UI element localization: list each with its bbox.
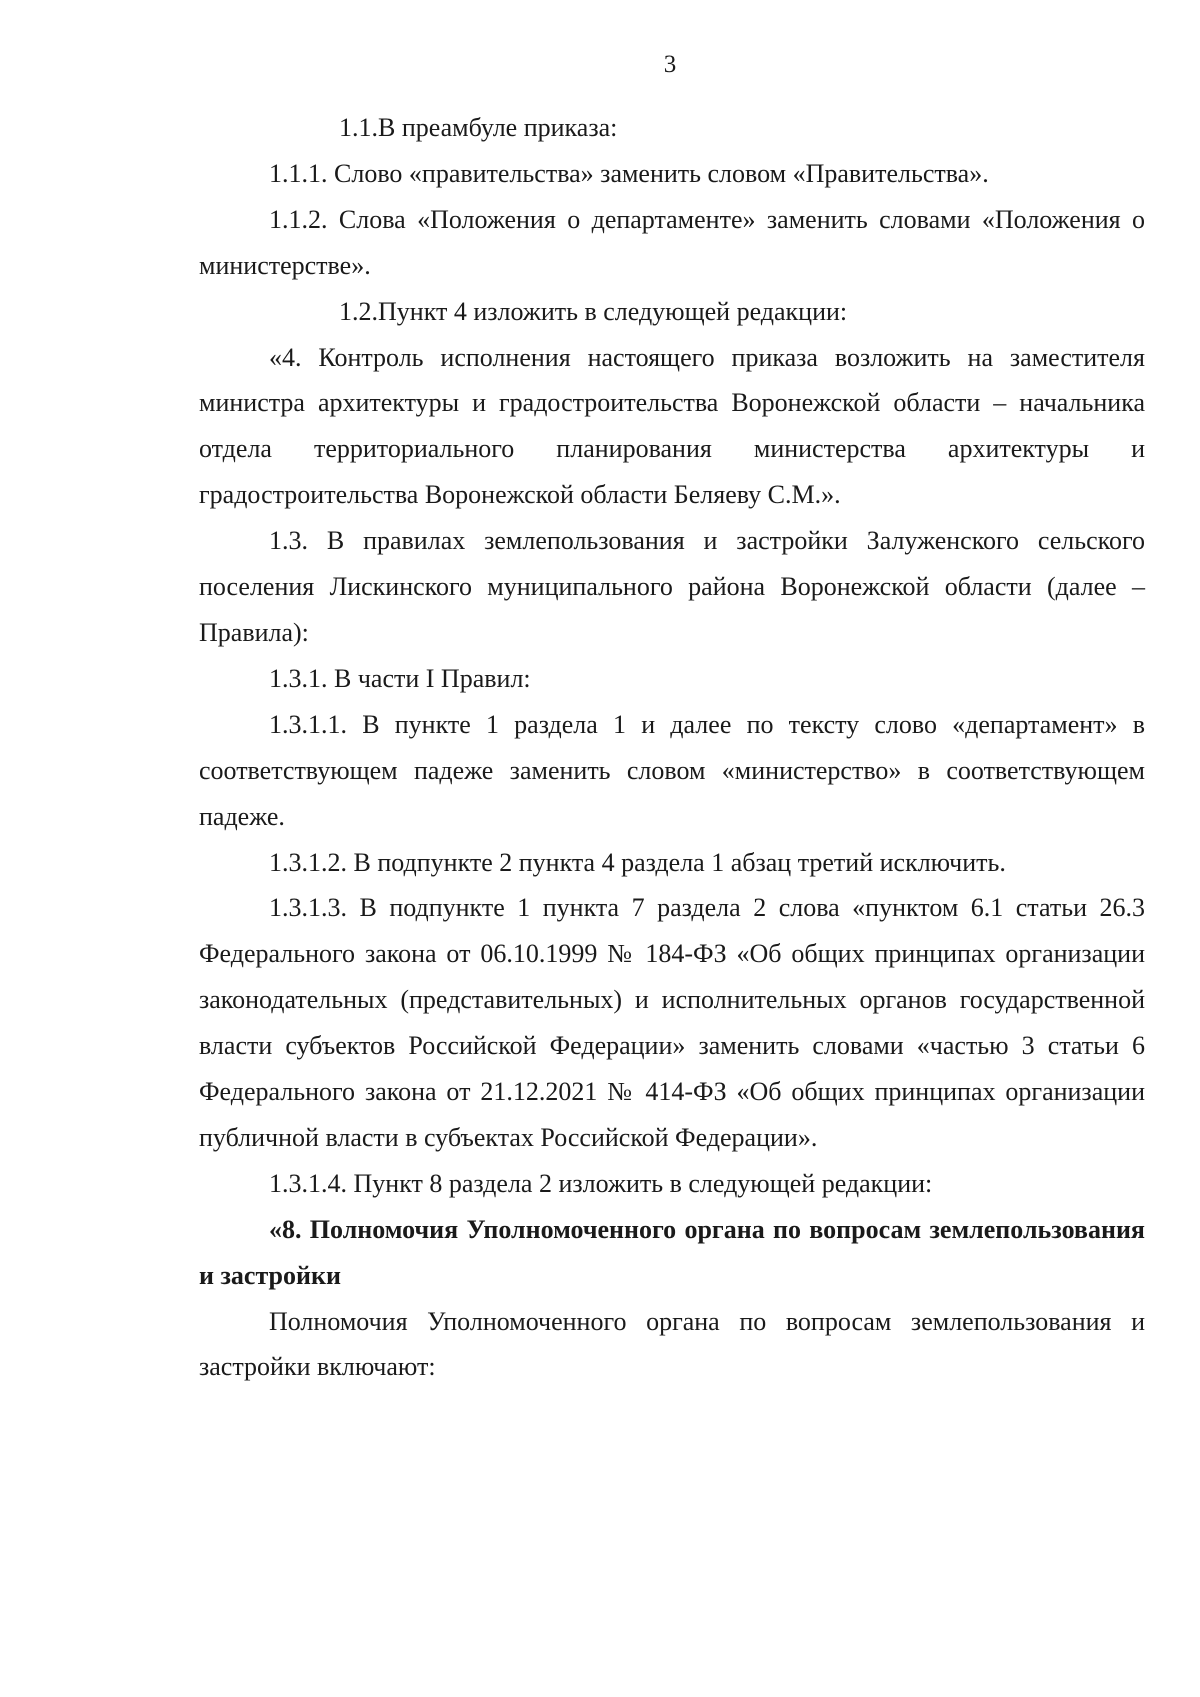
paragraph-text: 1.3.1.3. В подпункте 1 пункта 7 раздела 2 слова «пунктом 6.1 статьи 26.3 Федерального закона от 06.10.1999 № 184-ФЗ «Об общих принципах организации законодательных (представительных) и исполнительных органов государственной власти субъектов Российской Федерации» заменить словами «частью 3 статьи 6 Федерального закона от 21.12.2021 № 414-ФЗ «Об общих принципах организации публичной власти в субъектах Российской Федерации».: [199, 893, 1145, 1152]
paragraph-number: 1.1.: [339, 113, 378, 142]
paragraph-1-3-1-3: [199, 885, 1145, 1160]
paragraph-number: 1.2.: [339, 296, 378, 326]
paragraph-text: 1.3. В правилах землепользования и застройки Залуженского сельского поселения Лискинского муниципального района Воронежской области (далее – Правила):: [199, 526, 1145, 647]
page-number: 3: [663, 51, 677, 78]
paragraph-1-3: [199, 518, 1145, 656]
paragraph-1-3-1-4: [199, 1161, 1145, 1207]
paragraph-quote-4: [199, 335, 1145, 519]
paragraph-text: «4. Контроль исполнения настоящего приказа возложить на заместителя министра архитектуры и градостроительства Воронежской области – начальника отдела территориального планирования министерства архитектуры и градостроительства Воронежской области Беляеву С.М.».: [199, 342, 1145, 510]
paragraph-text: Пункт 4 изложить в следующей редакции:: [378, 296, 848, 326]
paragraph-1-1-1: [199, 151, 1145, 197]
paragraph-text: 1.3.1.2. В подпункте 2 пункта 4 раздела 1 абзац третий исключить.: [269, 847, 1006, 877]
paragraph-text: В преамбуле приказа:: [378, 113, 618, 142]
paragraph-1-2: [199, 289, 1145, 335]
paragraph-1-1: [199, 105, 1145, 151]
paragraph-1-3-1: [199, 656, 1145, 702]
document-body: [199, 105, 1145, 1390]
paragraph-text: 1.3.1.4. Пункт 8 раздела 2 изложить в следующей редакции:: [269, 1168, 933, 1198]
paragraph-text: 1.1.1. Слово «правительства» заменить словом «Правительства».: [269, 158, 989, 188]
paragraph-1-3-1-2: [199, 840, 1145, 886]
paragraph-1-3-1-1: [199, 702, 1145, 840]
section-heading-8: [199, 1207, 1145, 1299]
paragraph-text: «8. Полномочия Уполномоченного органа по вопросам землепользования и застройки: [199, 1214, 1145, 1290]
paragraph-text: 1.1.2. Слова «Положения о департаменте» заменить словами «Положения о министерстве».: [199, 204, 1145, 280]
paragraph-text: 1.3.1.1. В пункте 1 раздела 1 и далее по тексту слово «департамент» в соответствующем падеже заменить словом «министерство» в соответствующем падеже.: [199, 709, 1145, 831]
paragraph-1-1-2: [199, 197, 1145, 289]
paragraph-text: Полномочия Уполномоченного органа по вопросам землепользования и застройки включают:: [199, 1306, 1145, 1382]
paragraph-powers-intro: [199, 1299, 1145, 1391]
paragraph-text: 1.3.1. В части I Правил:: [269, 663, 531, 693]
